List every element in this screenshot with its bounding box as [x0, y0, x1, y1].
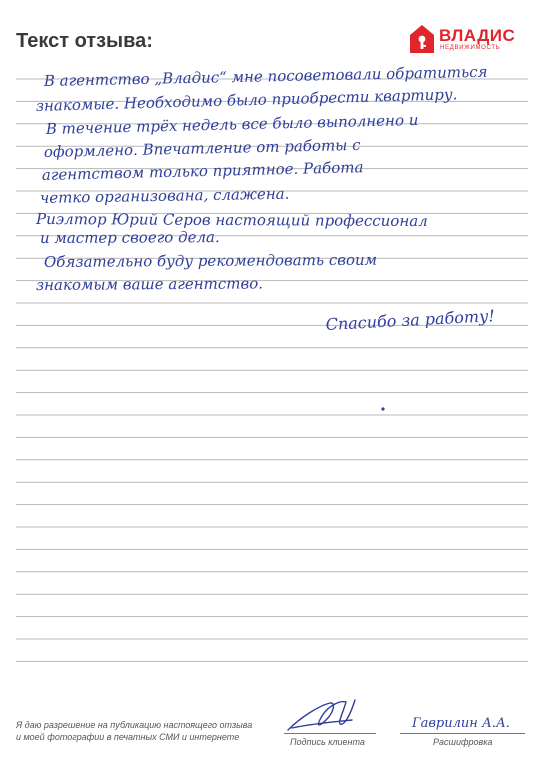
signature-label: Подпись клиента [290, 737, 365, 747]
company-logo [409, 24, 529, 58]
transcript-underline [400, 733, 525, 734]
page-title: Текст отзыва: [16, 30, 153, 52]
review-line: оформлено. Впечатление от работы с [43, 135, 361, 161]
review-line: Риэлтор Юрий Серов настоящий профессионал [35, 210, 428, 231]
review-line: агентством только приятное. Работа [41, 158, 364, 184]
logo-name: ВЛАДИС [439, 26, 516, 45]
review-line: четко организована, слажена. [39, 184, 290, 207]
client-signature [288, 700, 355, 730]
house-key-icon [409, 24, 435, 54]
transcript-value: Гаврилин А.А. [412, 716, 510, 731]
consent-line: и моей фотографии в печатных СМИ и интернете [16, 732, 240, 742]
ruled-lines [16, 78, 528, 682]
consent-line: Я даю разрешение на публикацию настоящего отзыва [16, 720, 253, 730]
signature-underline [284, 733, 376, 734]
review-line: Обязательно буду рекомендовать своим [43, 250, 378, 271]
transcript-label: Расшифровка [433, 737, 493, 747]
consent-text [16, 719, 266, 743]
review-line: и мастер своего дела. [39, 228, 220, 247]
review-thanks: Спасибо за работу! [325, 306, 496, 334]
review-line: В агентство „Владис“ мне посоветовали обратиться [43, 62, 488, 90]
review-line: знакомым ваше агентство. [35, 274, 264, 294]
review-line: В течение трёх недель все было выполнено и [45, 110, 419, 138]
review-line: знакомые. Необходимо было приобрести квартиру. [35, 85, 458, 115]
logo-subtitle: НЕДВИЖИМОСТЬ [440, 45, 501, 51]
